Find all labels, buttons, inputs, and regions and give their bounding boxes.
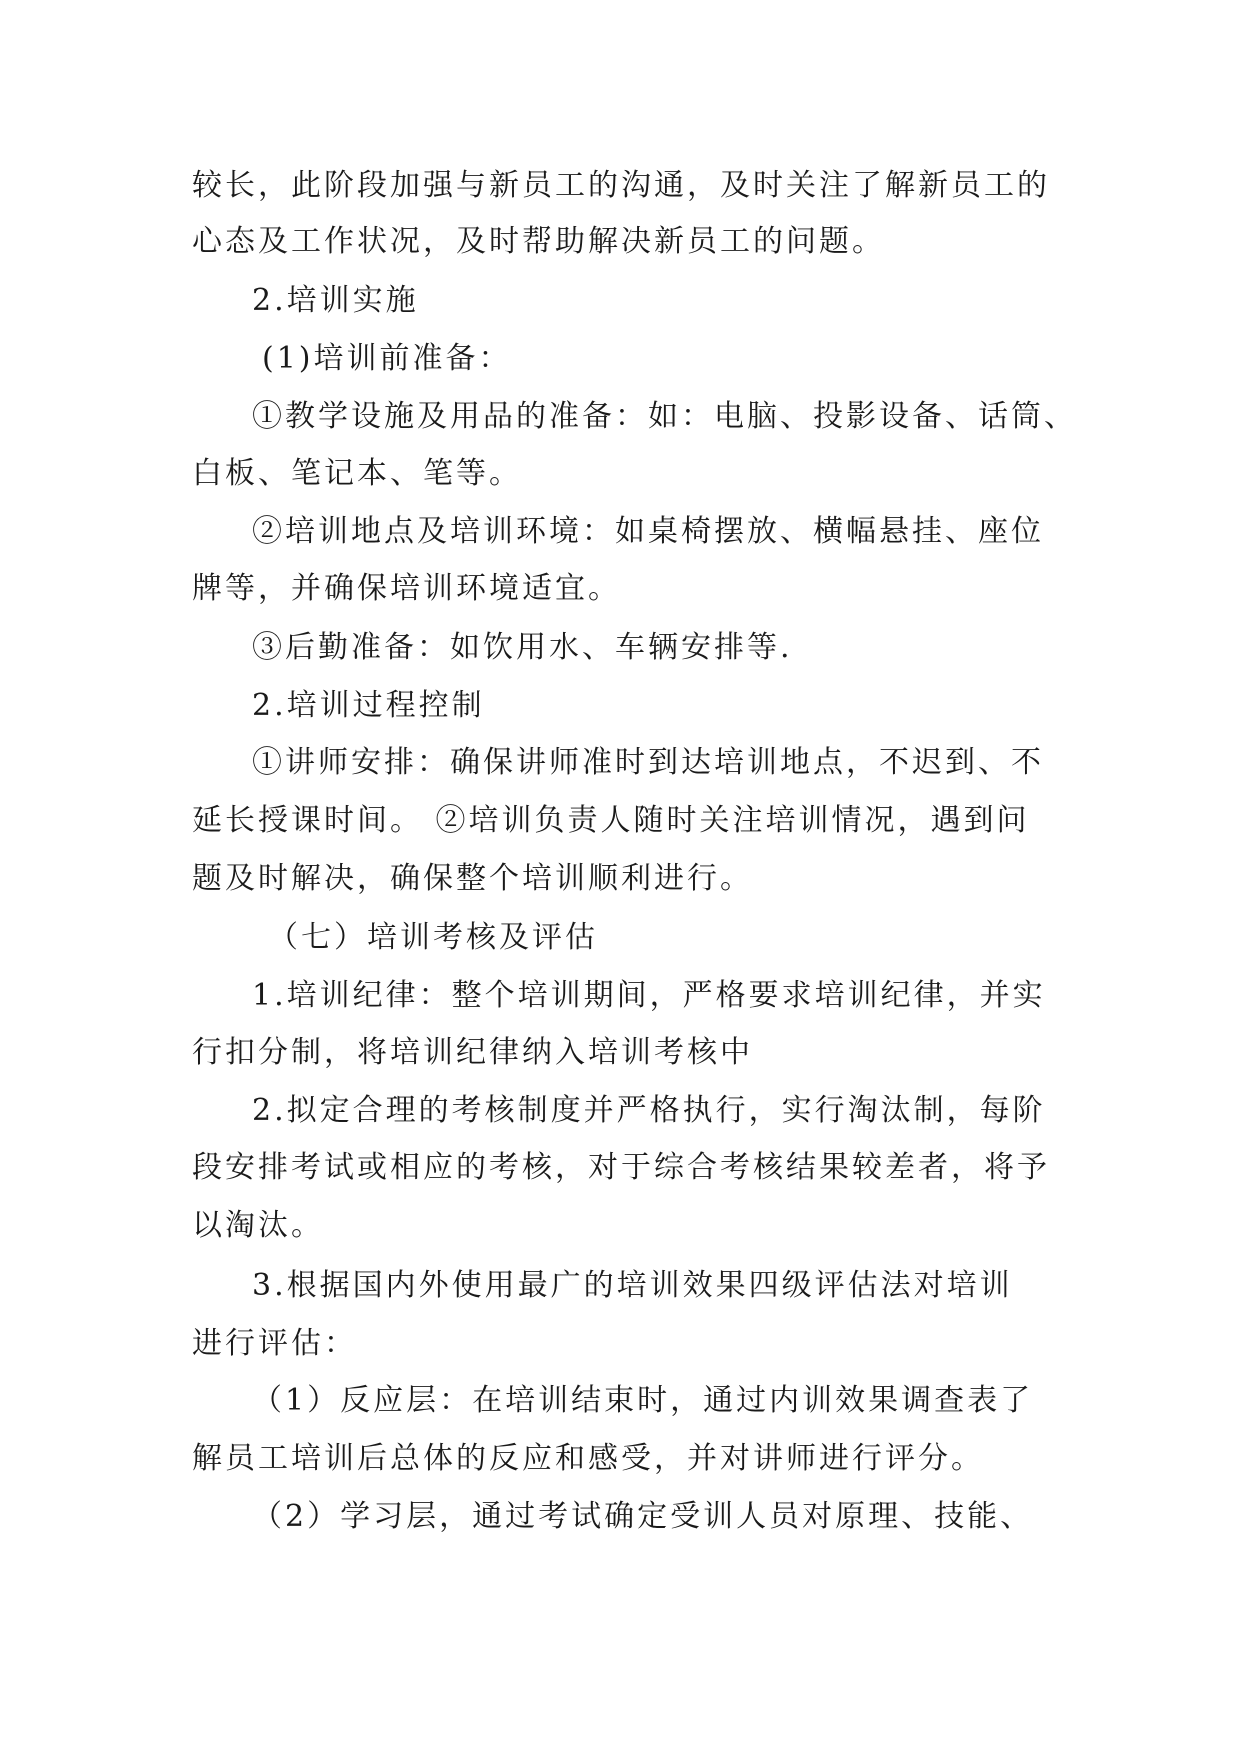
text-line: 行扣分制，将培训纪律纳入培训考核中 <box>192 1035 753 1070</box>
chapter-heading: （七）培训考核及评估 <box>268 920 598 955</box>
text-line: 解员工培训后总体的反应和感受，并对讲师进行评分。 <box>192 1441 984 1476</box>
text-line: 段安排考试或相应的考核，对于综合考核结果较差者，将予 <box>192 1150 1050 1185</box>
text-line: 以淘汰。 <box>192 1208 324 1243</box>
list-item: （2）学习层，通过考试确定受训人员对原理、技能、 <box>252 1499 1034 1534</box>
list-item: ①教学设施及用品的准备：如：电脑、投影设备、话筒、 <box>252 399 1077 434</box>
list-item: ②培训地点及培训环境：如桌椅摆放、横幅悬挂、座位 <box>252 514 1044 549</box>
list-item: 2.拟定合理的考核制度并严格执行，实行淘汰制，每阶 <box>252 1093 1046 1128</box>
text-line: 题及时解决，确保整个培训顺利进行。 <box>192 861 753 896</box>
text-line: 白板、笔记本、笔等。 <box>192 456 522 491</box>
section-heading: 2.培训实施 <box>252 283 419 318</box>
list-item: ③后勤准备：如饮用水、车辆安排等. <box>252 630 793 665</box>
text-line: 牌等，并确保培训环境适宜。 <box>192 571 621 606</box>
text-line: 延长授课时间。 ②培训负责人随时关注培训情况，遇到问 <box>192 803 1030 838</box>
list-item: ①讲师安排：确保讲师准时到达培训地点，不迟到、不 <box>252 745 1044 780</box>
text-line: 较长，此阶段加强与新员工的沟通，及时关注了解新员工的 <box>192 168 1050 203</box>
list-item: 1.培训纪律：整个培训期间，严格要求培训纪律，并实 <box>252 978 1046 1013</box>
text-line: 进行评估： <box>192 1326 357 1361</box>
section-heading: 2.培训过程控制 <box>252 688 485 723</box>
list-item: （1）反应层：在培训结束时，通过内训效果调查表了 <box>252 1383 1034 1418</box>
subsection-heading: (1)培训前准备： <box>262 341 512 376</box>
list-item: 3.根据国内外使用最广的培训效果四级评估法对培训 <box>252 1268 1013 1303</box>
text-line: 心态及工作状况，及时帮助解决新员工的问题。 <box>192 224 885 259</box>
